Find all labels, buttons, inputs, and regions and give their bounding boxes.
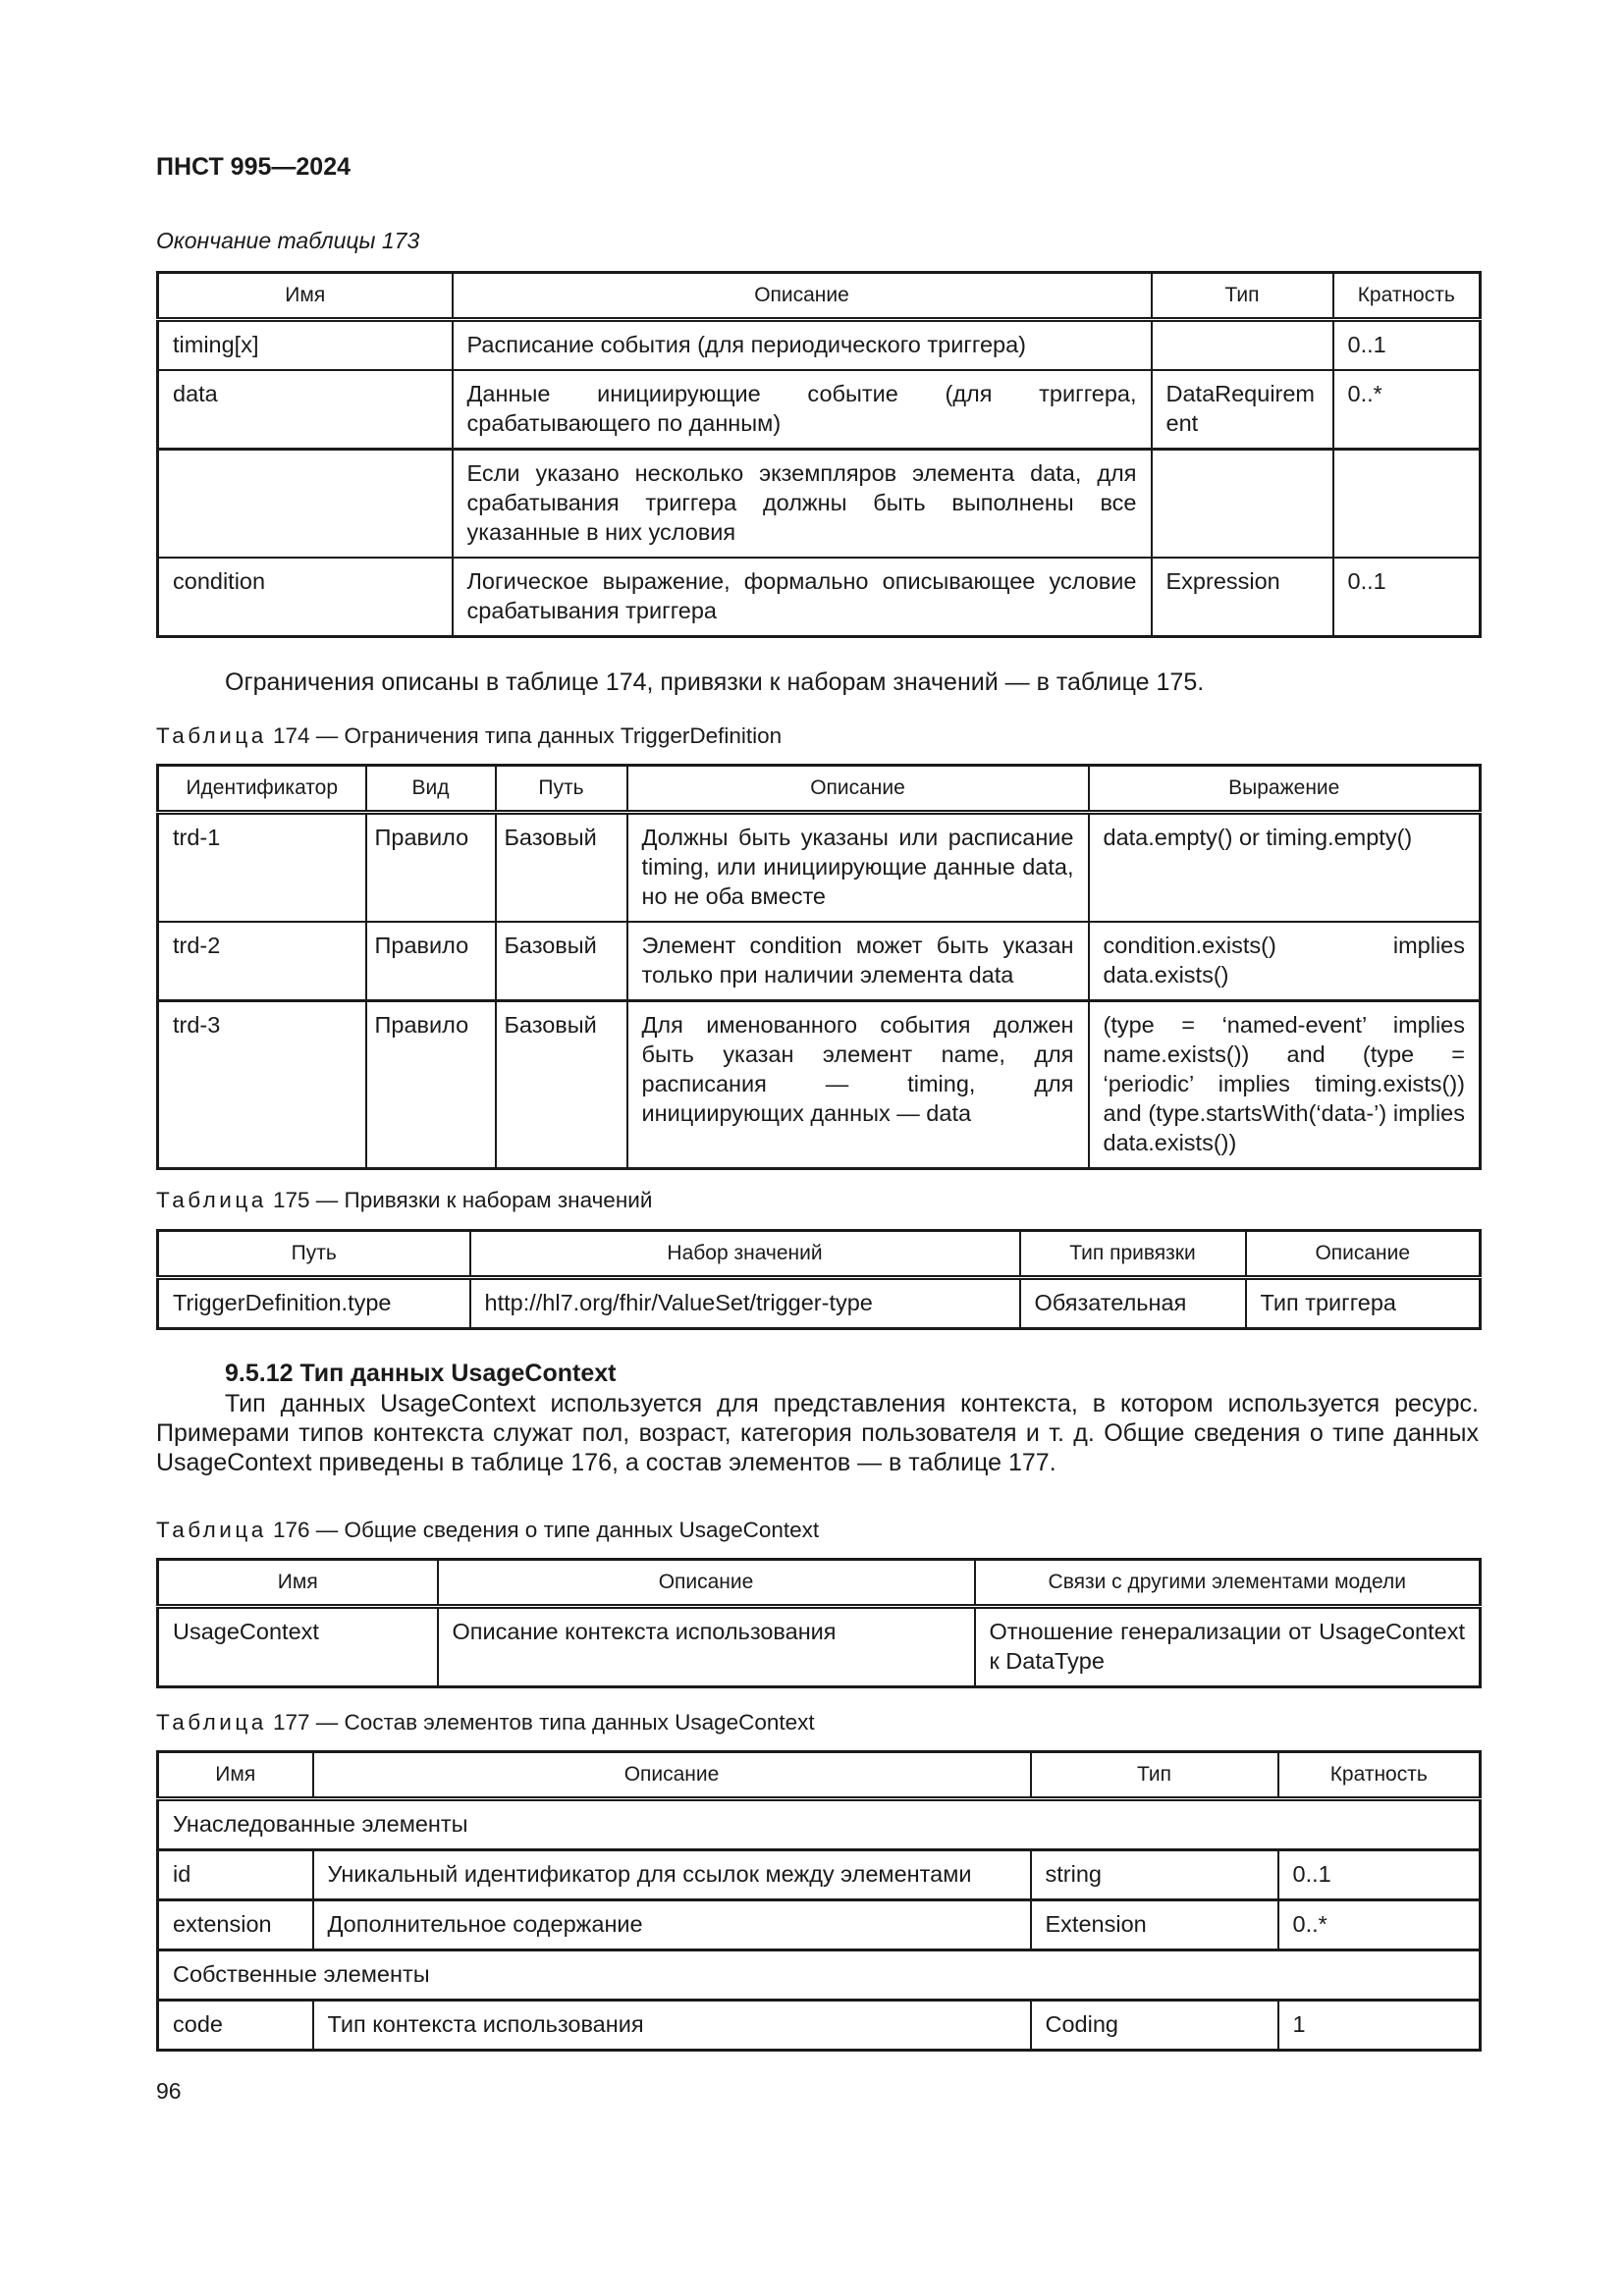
cell-description: Если указано несколько экземпляров элемента data, для срабатывания триггера должны быть выполнены все указанные в них условия [453, 450, 1152, 559]
cell-description: Для именованного события должен быть указан элемент name, для расписания — timing, для инициирующих данных — data [627, 1001, 1089, 1169]
column-header: Связи с другими элементами модели [975, 1560, 1481, 1607]
column-header: Кратность [1278, 1752, 1481, 1799]
cell-path: Базовый [496, 922, 627, 1001]
table-174 [156, 764, 1482, 1170]
cell-name: id [158, 1850, 313, 1900]
column-header: Идентификатор [158, 766, 366, 813]
caption-prefix: Таблица [156, 1518, 267, 1542]
group-label: Унаследованные элементы [158, 1799, 1481, 1850]
cell-kind: Правило [366, 813, 496, 923]
cell-description: Тип контекста использования [313, 2001, 1031, 2051]
cell-type: Expression [1152, 558, 1333, 637]
document-code: ПНСТ 995—2024 [156, 153, 351, 181]
column-header: Вид [366, 766, 496, 813]
cell-type: string [1031, 1850, 1278, 1900]
table-row [158, 813, 1481, 923]
cell-description: Описание контекста использования [438, 1607, 975, 1687]
cell-kind: Правило [366, 1001, 496, 1169]
caption-prefix: Таблица [156, 1710, 267, 1735]
cell-id: trd-3 [158, 1001, 366, 1169]
cell-description: Дополнительное содержание [313, 1900, 1031, 1950]
table-row [158, 370, 1481, 450]
cell-name: code [158, 2001, 313, 2051]
table-header-row [158, 1560, 1481, 1607]
cell-expression: condition.exists() implies data.exists() [1089, 922, 1481, 1001]
cell-path: Базовый [496, 1001, 627, 1169]
column-header: Выражение [1089, 766, 1481, 813]
cell-description: Данные инициирующие событие (для триггера, срабатывающего по данным) [453, 370, 1152, 450]
column-header: Путь [158, 1231, 470, 1278]
page-number: 96 [156, 2078, 182, 2104]
table-177-caption [156, 1710, 815, 1735]
cell-name: data [158, 370, 453, 450]
column-header: Набор значений [470, 1231, 1020, 1278]
caption-text: 177 — Состав элементов типа данных UsageContext [266, 1710, 815, 1735]
cell-kind: Правило [366, 922, 496, 1001]
cell-description: Уникальный идентификатор для ссылок между элементами [313, 1850, 1031, 1900]
cell-expression: (type = ‘named-event’ implies name.exists()) and (type = ‘periodic’ implies timing.exists()) and (type.startsWith(‘data-’) implies data.exists()) [1089, 1001, 1481, 1169]
caption-text: 175 — Привязки к наборам значений [266, 1188, 653, 1212]
table-174-caption [156, 723, 782, 749]
cell-type [1152, 450, 1333, 559]
cell-value-set-link[interactable]: http://hl7.org/fhir/ValueSet/trigger-type [470, 1278, 1020, 1329]
cell-description: Расписание события (для периодического триггера) [453, 320, 1152, 371]
table-row [158, 558, 1481, 637]
caption-prefix: Таблица [156, 1188, 267, 1212]
cell-path: TriggerDefinition.type [158, 1278, 470, 1329]
cell-expression: data.empty() or timing.empty() [1089, 813, 1481, 923]
column-header: Описание [1246, 1231, 1481, 1278]
table-continuation-label: Окончание таблицы 173 [156, 228, 420, 253]
paragraph-constraints-ref [156, 667, 1479, 697]
table-175-caption [156, 1188, 652, 1213]
cell-cardinality: 0..1 [1278, 1850, 1481, 1900]
table-header-row [158, 766, 1481, 813]
cell-type [1152, 320, 1333, 371]
cell-cardinality: 0..1 [1333, 320, 1481, 371]
cell-cardinality: 0..* [1333, 370, 1481, 450]
cell-name: UsageContext [158, 1607, 438, 1687]
column-header: Путь [496, 766, 627, 813]
cell-relations: Отношение генерализации от UsageContext к DataType [975, 1607, 1481, 1687]
table-row [158, 1850, 1481, 1900]
table-row [158, 1900, 1481, 1950]
table-176 [156, 1558, 1482, 1688]
table-row [158, 2001, 1481, 2051]
cell-cardinality: 1 [1278, 2001, 1481, 2051]
column-header: Описание [627, 766, 1089, 813]
caption-text: 176 — Общие сведения о типе данных UsageContext [266, 1518, 820, 1542]
cell-description: Элемент condition может быть указан только при наличии элемента data [627, 922, 1089, 1001]
column-header: Тип [1152, 273, 1333, 320]
table-header-row [158, 1752, 1481, 1799]
section-paragraph [156, 1389, 1479, 1477]
cell-cardinality: 0..1 [1333, 558, 1481, 637]
cell-id: trd-1 [158, 813, 366, 923]
table-row [158, 1607, 1481, 1687]
cell-binding: Обязательная [1020, 1278, 1246, 1329]
table-173 [156, 271, 1482, 638]
column-header: Имя [158, 273, 453, 320]
table-row [158, 1001, 1481, 1169]
column-header: Имя [158, 1560, 438, 1607]
group-label: Собственные элементы [158, 1950, 1481, 2001]
paragraph-text: Ограничения описаны в таблице 174, привязки к наборам значений — в таблице 175. [225, 668, 1205, 696]
cell-description: Логическое выражение, формально описывающее условие срабатывания триггера [453, 558, 1152, 637]
caption-text: 174 — Ограничения типа данных TriggerDefinition [266, 723, 783, 748]
cell-name: extension [158, 1900, 313, 1950]
table-175 [156, 1229, 1482, 1330]
table-row [158, 922, 1481, 1001]
table-row [158, 1278, 1481, 1329]
table-row [158, 320, 1481, 371]
cell-name: condition [158, 558, 453, 637]
cell-type: Coding [1031, 2001, 1278, 2051]
table-row [158, 450, 1481, 559]
cell-path: Базовый [496, 813, 627, 923]
paragraph-text: Тип данных UsageContext используется для представления контекста, в котором используется ресурс. Примерами типов контекста служат пол, возраст, категория пользователя и т. д. Общие сведения о типе данных UsageContext приведены в таблице 176, а состав элементов — в таблице 177. [156, 1390, 1479, 1476]
cell-id: trd-2 [158, 922, 366, 1001]
cell-type: DataRequirement [1152, 370, 1333, 450]
cell-name: timing[x] [158, 320, 453, 371]
table-176-caption [156, 1518, 819, 1543]
cell-name [158, 450, 453, 559]
cell-cardinality: 0..* [1278, 1900, 1481, 1950]
group-row-inherited [158, 1799, 1481, 1850]
column-header: Тип привязки [1020, 1231, 1246, 1278]
cell-cardinality [1333, 450, 1481, 559]
table-header-row [158, 1231, 1481, 1278]
column-header: Описание [453, 273, 1152, 320]
cell-description: Должны быть указаны или расписание timing, или инициирующие данные data, но не оба вместе [627, 813, 1089, 923]
column-header: Тип [1031, 1752, 1278, 1799]
table-177 [156, 1750, 1482, 2052]
caption-prefix: Таблица [156, 723, 267, 748]
cell-type: Extension [1031, 1900, 1278, 1950]
column-header: Кратность [1333, 273, 1481, 320]
table-header-row [158, 273, 1481, 320]
group-row-own [158, 1950, 1481, 2001]
cell-description: Тип триггера [1246, 1278, 1481, 1329]
column-header: Описание [313, 1752, 1031, 1799]
column-header: Описание [438, 1560, 975, 1607]
section-title: 9.5.12 Тип данных UsageContext [225, 1360, 617, 1387]
column-header: Имя [158, 1752, 313, 1799]
